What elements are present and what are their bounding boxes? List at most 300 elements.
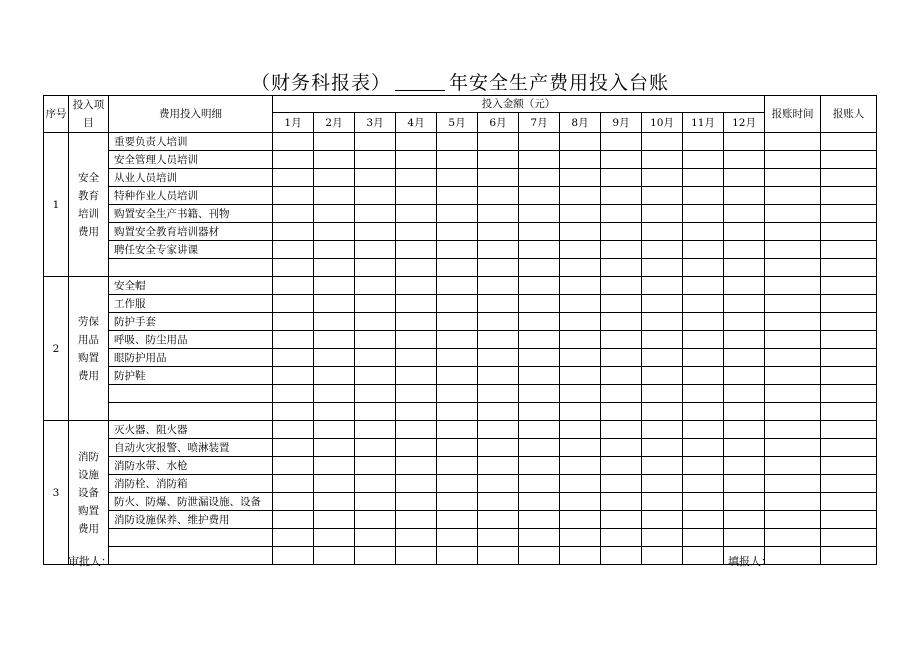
- amount-cell[interactable]: [642, 511, 683, 529]
- amount-cell[interactable]: [355, 205, 396, 223]
- amount-cell[interactable]: [560, 295, 601, 313]
- amount-cell[interactable]: [601, 511, 642, 529]
- amount-cell[interactable]: [560, 205, 601, 223]
- reporter-cell[interactable]: [821, 547, 877, 565]
- amount-cell[interactable]: [683, 133, 724, 151]
- amount-cell[interactable]: [642, 259, 683, 277]
- amount-cell[interactable]: [273, 331, 314, 349]
- amount-cell[interactable]: [601, 241, 642, 259]
- amount-cell[interactable]: [355, 187, 396, 205]
- amount-cell[interactable]: [683, 421, 724, 439]
- report-time-cell[interactable]: [765, 187, 821, 205]
- amount-cell[interactable]: [560, 493, 601, 511]
- amount-cell[interactable]: [314, 529, 355, 547]
- amount-cell[interactable]: [683, 385, 724, 403]
- amount-cell[interactable]: [683, 169, 724, 187]
- amount-cell[interactable]: [519, 367, 560, 385]
- amount-cell[interactable]: [314, 187, 355, 205]
- amount-cell[interactable]: [396, 133, 437, 151]
- amount-cell[interactable]: [683, 529, 724, 547]
- amount-cell[interactable]: [683, 331, 724, 349]
- amount-cell[interactable]: [519, 313, 560, 331]
- amount-cell[interactable]: [437, 547, 478, 565]
- amount-cell[interactable]: [273, 205, 314, 223]
- report-time-cell[interactable]: [765, 529, 821, 547]
- amount-cell[interactable]: [642, 151, 683, 169]
- amount-cell[interactable]: [642, 547, 683, 565]
- amount-cell[interactable]: [683, 313, 724, 331]
- reporter-cell[interactable]: [821, 367, 877, 385]
- amount-cell[interactable]: [683, 403, 724, 421]
- amount-cell[interactable]: [642, 439, 683, 457]
- amount-cell[interactable]: [724, 205, 765, 223]
- amount-cell[interactable]: [396, 475, 437, 493]
- amount-cell[interactable]: [724, 457, 765, 475]
- reporter-cell[interactable]: [821, 493, 877, 511]
- amount-cell[interactable]: [683, 547, 724, 565]
- amount-cell[interactable]: [355, 331, 396, 349]
- amount-cell[interactable]: [478, 457, 519, 475]
- amount-cell[interactable]: [478, 313, 519, 331]
- amount-cell[interactable]: [601, 529, 642, 547]
- amount-cell[interactable]: [437, 349, 478, 367]
- amount-cell[interactable]: [601, 385, 642, 403]
- amount-cell[interactable]: [519, 169, 560, 187]
- report-time-cell[interactable]: [765, 133, 821, 151]
- amount-cell[interactable]: [560, 259, 601, 277]
- amount-cell[interactable]: [355, 493, 396, 511]
- amount-cell[interactable]: [396, 169, 437, 187]
- amount-cell[interactable]: [642, 169, 683, 187]
- amount-cell[interactable]: [273, 313, 314, 331]
- report-time-cell[interactable]: [765, 367, 821, 385]
- amount-cell[interactable]: [519, 151, 560, 169]
- amount-cell[interactable]: [437, 259, 478, 277]
- amount-cell[interactable]: [519, 223, 560, 241]
- amount-cell[interactable]: [273, 349, 314, 367]
- amount-cell[interactable]: [437, 295, 478, 313]
- amount-cell[interactable]: [478, 529, 519, 547]
- amount-cell[interactable]: [724, 475, 765, 493]
- amount-cell[interactable]: [724, 439, 765, 457]
- amount-cell[interactable]: [437, 475, 478, 493]
- amount-cell[interactable]: [273, 493, 314, 511]
- amount-cell[interactable]: [314, 547, 355, 565]
- amount-cell[interactable]: [601, 457, 642, 475]
- amount-cell[interactable]: [396, 151, 437, 169]
- amount-cell[interactable]: [519, 511, 560, 529]
- amount-cell[interactable]: [437, 133, 478, 151]
- amount-cell[interactable]: [683, 277, 724, 295]
- amount-cell[interactable]: [355, 223, 396, 241]
- amount-cell[interactable]: [724, 403, 765, 421]
- amount-cell[interactable]: [601, 277, 642, 295]
- reporter-cell[interactable]: [821, 475, 877, 493]
- amount-cell[interactable]: [314, 475, 355, 493]
- amount-cell[interactable]: [273, 259, 314, 277]
- amount-cell[interactable]: [519, 475, 560, 493]
- report-time-cell[interactable]: [765, 277, 821, 295]
- amount-cell[interactable]: [601, 259, 642, 277]
- amount-cell[interactable]: [724, 385, 765, 403]
- amount-cell[interactable]: [642, 241, 683, 259]
- amount-cell[interactable]: [437, 241, 478, 259]
- amount-cell[interactable]: [437, 331, 478, 349]
- reporter-cell[interactable]: [821, 241, 877, 259]
- amount-cell[interactable]: [724, 259, 765, 277]
- amount-cell[interactable]: [724, 133, 765, 151]
- reporter-cell[interactable]: [821, 349, 877, 367]
- amount-cell[interactable]: [437, 529, 478, 547]
- amount-cell[interactable]: [683, 151, 724, 169]
- amount-cell[interactable]: [683, 493, 724, 511]
- amount-cell[interactable]: [314, 295, 355, 313]
- amount-cell[interactable]: [355, 313, 396, 331]
- amount-cell[interactable]: [642, 457, 683, 475]
- amount-cell[interactable]: [642, 403, 683, 421]
- amount-cell[interactable]: [519, 547, 560, 565]
- reporter-cell[interactable]: [821, 277, 877, 295]
- amount-cell[interactable]: [478, 367, 519, 385]
- amount-cell[interactable]: [314, 385, 355, 403]
- amount-cell[interactable]: [601, 205, 642, 223]
- amount-cell[interactable]: [724, 313, 765, 331]
- amount-cell[interactable]: [519, 295, 560, 313]
- amount-cell[interactable]: [601, 169, 642, 187]
- amount-cell[interactable]: [314, 439, 355, 457]
- amount-cell[interactable]: [683, 295, 724, 313]
- amount-cell[interactable]: [724, 295, 765, 313]
- amount-cell[interactable]: [396, 349, 437, 367]
- amount-cell[interactable]: [519, 421, 560, 439]
- reporter-cell[interactable]: [821, 529, 877, 547]
- amount-cell[interactable]: [724, 349, 765, 367]
- amount-cell[interactable]: [355, 241, 396, 259]
- amount-cell[interactable]: [724, 529, 765, 547]
- reporter-cell[interactable]: [821, 169, 877, 187]
- amount-cell[interactable]: [396, 385, 437, 403]
- amount-cell[interactable]: [642, 367, 683, 385]
- amount-cell[interactable]: [355, 295, 396, 313]
- amount-cell[interactable]: [683, 187, 724, 205]
- amount-cell[interactable]: [478, 421, 519, 439]
- report-time-cell[interactable]: [765, 421, 821, 439]
- reporter-cell[interactable]: [821, 187, 877, 205]
- amount-cell[interactable]: [396, 403, 437, 421]
- amount-cell[interactable]: [601, 421, 642, 439]
- amount-cell[interactable]: [519, 385, 560, 403]
- amount-cell[interactable]: [519, 259, 560, 277]
- amount-cell[interactable]: [519, 133, 560, 151]
- amount-cell[interactable]: [273, 403, 314, 421]
- amount-cell[interactable]: [273, 133, 314, 151]
- amount-cell[interactable]: [560, 169, 601, 187]
- reporter-cell[interactable]: [821, 205, 877, 223]
- amount-cell[interactable]: [396, 421, 437, 439]
- report-time-cell[interactable]: [765, 385, 821, 403]
- report-time-cell[interactable]: [765, 511, 821, 529]
- amount-cell[interactable]: [314, 133, 355, 151]
- amount-cell[interactable]: [478, 349, 519, 367]
- amount-cell[interactable]: [683, 511, 724, 529]
- amount-cell[interactable]: [601, 151, 642, 169]
- amount-cell[interactable]: [601, 493, 642, 511]
- amount-cell[interactable]: [437, 511, 478, 529]
- amount-cell[interactable]: [314, 457, 355, 475]
- amount-cell[interactable]: [519, 493, 560, 511]
- amount-cell[interactable]: [314, 313, 355, 331]
- amount-cell[interactable]: [560, 241, 601, 259]
- amount-cell[interactable]: [478, 331, 519, 349]
- amount-cell[interactable]: [560, 331, 601, 349]
- amount-cell[interactable]: [683, 349, 724, 367]
- amount-cell[interactable]: [396, 223, 437, 241]
- amount-cell[interactable]: [519, 331, 560, 349]
- amount-cell[interactable]: [437, 367, 478, 385]
- amount-cell[interactable]: [478, 241, 519, 259]
- amount-cell[interactable]: [355, 403, 396, 421]
- amount-cell[interactable]: [478, 169, 519, 187]
- amount-cell[interactable]: [437, 403, 478, 421]
- amount-cell[interactable]: [560, 133, 601, 151]
- amount-cell[interactable]: [478, 385, 519, 403]
- amount-cell[interactable]: [642, 133, 683, 151]
- amount-cell[interactable]: [683, 223, 724, 241]
- reporter-cell[interactable]: [821, 313, 877, 331]
- amount-cell[interactable]: [396, 187, 437, 205]
- amount-cell[interactable]: [478, 493, 519, 511]
- amount-cell[interactable]: [437, 421, 478, 439]
- amount-cell[interactable]: [642, 277, 683, 295]
- reporter-cell[interactable]: [821, 151, 877, 169]
- amount-cell[interactable]: [560, 349, 601, 367]
- amount-cell[interactable]: [724, 223, 765, 241]
- amount-cell[interactable]: [724, 277, 765, 295]
- amount-cell[interactable]: [314, 403, 355, 421]
- amount-cell[interactable]: [396, 241, 437, 259]
- amount-cell[interactable]: [273, 439, 314, 457]
- amount-cell[interactable]: [437, 205, 478, 223]
- reporter-cell[interactable]: [821, 223, 877, 241]
- amount-cell[interactable]: [683, 205, 724, 223]
- amount-cell[interactable]: [396, 295, 437, 313]
- amount-cell[interactable]: [437, 313, 478, 331]
- amount-cell[interactable]: [560, 403, 601, 421]
- report-time-cell[interactable]: [765, 313, 821, 331]
- reporter-cell[interactable]: [821, 259, 877, 277]
- reporter-cell[interactable]: [821, 133, 877, 151]
- amount-cell[interactable]: [396, 457, 437, 475]
- reporter-cell[interactable]: [821, 457, 877, 475]
- amount-cell[interactable]: [273, 547, 314, 565]
- amount-cell[interactable]: [437, 223, 478, 241]
- amount-cell[interactable]: [437, 169, 478, 187]
- amount-cell[interactable]: [314, 259, 355, 277]
- amount-cell[interactable]: [437, 277, 478, 295]
- amount-cell[interactable]: [642, 313, 683, 331]
- amount-cell[interactable]: [273, 277, 314, 295]
- amount-cell[interactable]: [519, 457, 560, 475]
- amount-cell[interactable]: [396, 547, 437, 565]
- amount-cell[interactable]: [478, 277, 519, 295]
- amount-cell[interactable]: [642, 529, 683, 547]
- reporter-cell[interactable]: [821, 385, 877, 403]
- amount-cell[interactable]: [642, 295, 683, 313]
- amount-cell[interactable]: [273, 223, 314, 241]
- amount-cell[interactable]: [560, 547, 601, 565]
- amount-cell[interactable]: [601, 187, 642, 205]
- amount-cell[interactable]: [560, 313, 601, 331]
- amount-cell[interactable]: [601, 313, 642, 331]
- amount-cell[interactable]: [355, 439, 396, 457]
- amount-cell[interactable]: [273, 457, 314, 475]
- amount-cell[interactable]: [273, 241, 314, 259]
- amount-cell[interactable]: [560, 187, 601, 205]
- amount-cell[interactable]: [396, 529, 437, 547]
- amount-cell[interactable]: [396, 511, 437, 529]
- amount-cell[interactable]: [273, 295, 314, 313]
- amount-cell[interactable]: [273, 187, 314, 205]
- amount-cell[interactable]: [601, 367, 642, 385]
- amount-cell[interactable]: [683, 241, 724, 259]
- report-time-cell[interactable]: [765, 259, 821, 277]
- amount-cell[interactable]: [560, 511, 601, 529]
- report-time-cell[interactable]: [765, 475, 821, 493]
- amount-cell[interactable]: [560, 277, 601, 295]
- amount-cell[interactable]: [601, 403, 642, 421]
- amount-cell[interactable]: [519, 187, 560, 205]
- report-time-cell[interactable]: [765, 151, 821, 169]
- amount-cell[interactable]: [478, 511, 519, 529]
- report-time-cell[interactable]: [765, 547, 821, 565]
- amount-cell[interactable]: [355, 259, 396, 277]
- amount-cell[interactable]: [355, 529, 396, 547]
- amount-cell[interactable]: [314, 151, 355, 169]
- amount-cell[interactable]: [519, 205, 560, 223]
- amount-cell[interactable]: [478, 133, 519, 151]
- amount-cell[interactable]: [642, 349, 683, 367]
- amount-cell[interactable]: [601, 133, 642, 151]
- amount-cell[interactable]: [560, 439, 601, 457]
- amount-cell[interactable]: [642, 475, 683, 493]
- amount-cell[interactable]: [601, 349, 642, 367]
- amount-cell[interactable]: [273, 475, 314, 493]
- reporter-cell[interactable]: [821, 403, 877, 421]
- amount-cell[interactable]: [437, 187, 478, 205]
- amount-cell[interactable]: [724, 151, 765, 169]
- amount-cell[interactable]: [478, 223, 519, 241]
- amount-cell[interactable]: [601, 331, 642, 349]
- amount-cell[interactable]: [314, 511, 355, 529]
- amount-cell[interactable]: [273, 421, 314, 439]
- amount-cell[interactable]: [724, 493, 765, 511]
- amount-cell[interactable]: [601, 439, 642, 457]
- amount-cell[interactable]: [724, 511, 765, 529]
- amount-cell[interactable]: [478, 151, 519, 169]
- amount-cell[interactable]: [642, 223, 683, 241]
- amount-cell[interactable]: [519, 241, 560, 259]
- amount-cell[interactable]: [519, 349, 560, 367]
- amount-cell[interactable]: [478, 475, 519, 493]
- amount-cell[interactable]: [437, 151, 478, 169]
- amount-cell[interactable]: [560, 457, 601, 475]
- amount-cell[interactable]: [396, 331, 437, 349]
- amount-cell[interactable]: [273, 367, 314, 385]
- amount-cell[interactable]: [314, 169, 355, 187]
- amount-cell[interactable]: [396, 259, 437, 277]
- amount-cell[interactable]: [273, 385, 314, 403]
- amount-cell[interactable]: [314, 349, 355, 367]
- amount-cell[interactable]: [273, 169, 314, 187]
- amount-cell[interactable]: [355, 169, 396, 187]
- amount-cell[interactable]: [642, 331, 683, 349]
- amount-cell[interactable]: [683, 475, 724, 493]
- amount-cell[interactable]: [478, 187, 519, 205]
- amount-cell[interactable]: [314, 223, 355, 241]
- report-time-cell[interactable]: [765, 205, 821, 223]
- amount-cell[interactable]: [437, 439, 478, 457]
- amount-cell[interactable]: [396, 493, 437, 511]
- reporter-cell[interactable]: [821, 421, 877, 439]
- amount-cell[interactable]: [314, 493, 355, 511]
- amount-cell[interactable]: [314, 331, 355, 349]
- amount-cell[interactable]: [273, 511, 314, 529]
- amount-cell[interactable]: [642, 493, 683, 511]
- amount-cell[interactable]: [314, 205, 355, 223]
- report-time-cell[interactable]: [765, 403, 821, 421]
- amount-cell[interactable]: [314, 241, 355, 259]
- amount-cell[interactable]: [396, 313, 437, 331]
- amount-cell[interactable]: [355, 457, 396, 475]
- amount-cell[interactable]: [437, 493, 478, 511]
- amount-cell[interactable]: [478, 403, 519, 421]
- amount-cell[interactable]: [273, 151, 314, 169]
- amount-cell[interactable]: [683, 439, 724, 457]
- amount-cell[interactable]: [519, 277, 560, 295]
- report-time-cell[interactable]: [765, 349, 821, 367]
- amount-cell[interactable]: [437, 385, 478, 403]
- amount-cell[interactable]: [642, 385, 683, 403]
- amount-cell[interactable]: [355, 385, 396, 403]
- amount-cell[interactable]: [478, 205, 519, 223]
- amount-cell[interactable]: [724, 367, 765, 385]
- reporter-cell[interactable]: [821, 439, 877, 457]
- amount-cell[interactable]: [724, 331, 765, 349]
- amount-cell[interactable]: [396, 367, 437, 385]
- amount-cell[interactable]: [683, 457, 724, 475]
- amount-cell[interactable]: [724, 187, 765, 205]
- amount-cell[interactable]: [560, 367, 601, 385]
- amount-cell[interactable]: [396, 277, 437, 295]
- amount-cell[interactable]: [560, 475, 601, 493]
- amount-cell[interactable]: [519, 529, 560, 547]
- amount-cell[interactable]: [273, 529, 314, 547]
- amount-cell[interactable]: [601, 475, 642, 493]
- amount-cell[interactable]: [601, 547, 642, 565]
- amount-cell[interactable]: [314, 367, 355, 385]
- reporter-cell[interactable]: [821, 295, 877, 313]
- report-time-cell[interactable]: [765, 223, 821, 241]
- amount-cell[interactable]: [355, 277, 396, 295]
- report-time-cell[interactable]: [765, 331, 821, 349]
- amount-cell[interactable]: [683, 259, 724, 277]
- amount-cell[interactable]: [478, 547, 519, 565]
- amount-cell[interactable]: [560, 223, 601, 241]
- report-time-cell[interactable]: [765, 241, 821, 259]
- amount-cell[interactable]: [355, 475, 396, 493]
- amount-cell[interactable]: [601, 223, 642, 241]
- amount-cell[interactable]: [355, 547, 396, 565]
